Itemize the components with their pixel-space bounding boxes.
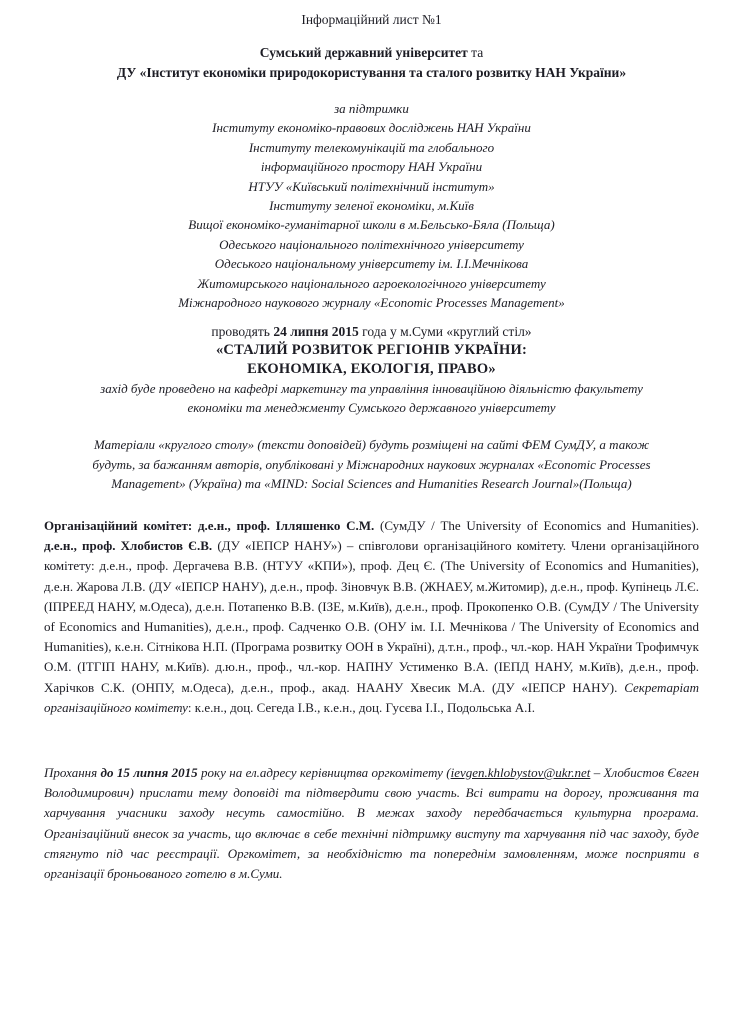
support-item: Житомирського національного агроекологічного університету: [197, 275, 546, 291]
request-text-2: –: [590, 765, 604, 780]
request-contact-name: Хлобистов Євген Володимирович: [44, 765, 700, 801]
organizers-block: [40, 43, 703, 82]
support-item: Інституту зеленої економіки, м.Київ: [269, 198, 474, 214]
event-title-line-1: «СТАЛИЙ РОЗВИТОК РЕГІОНІВ УКРАЇНИ:: [215, 342, 528, 358]
request-pre: Прохання: [44, 765, 101, 780]
letter-number: Інформаційний лист №1: [301, 12, 442, 27]
support-item: Одеського національному університету ім. І.І.Мечнікова: [214, 256, 529, 272]
event-date: 24 липня 2015: [273, 324, 359, 339]
request-text-3: ) прислати тему доповіді та підтвердити свою участь. Всі витрати на дорогу, проживання та харчування учасники заходу несуть самостійно. В межах заходу передбачається культурна програма. Організаційний внесок за участь, що включає в себе технічні підтримку виступу та харчування під час заходу, буде стягнуто під час реєстрації. Оргкомітет, за необхідністю та попереднім замовленням, може посприяти в організації броньованого готелю в м.Суми.: [44, 785, 699, 882]
secretariat-label: Секретаріат організаційного комітету: [44, 679, 699, 715]
committee-cochair: д.е.н., проф. Хлобистов Є.В.: [44, 538, 213, 554]
organizing-committee-paragraph: [44, 516, 699, 718]
request-paragraph: [44, 763, 699, 884]
committee-text-2: (ДУ «ІЕПСР НАНУ») – співголови організаційного комітету. Члени організаційного комітету: д.е.н., проф. Дергачева В.В. (НТУУ «КПИ»), проф. Дец Є. (The University of Economics and Humanities), д.е.н. Жарова Л.В. (ДУ «ІЕПСР НАНУ), д.е.н., проф. Зіновчук В.В. (ЖНАЕУ, м.Житомир), д.е.н., проф. Купінець Л.Є. (ІПРЕЕД НАНУ, м.Одеса), д.е.н. Потапенко В.В. (ІЗЕ, м.Київ), д.е.н., проф. Прокопенко О.В. (СумДУ / The University of Economics and Humanities), д.е.н., проф. Садченко О.В. (ОНУ ім. І.І. Мечнікова / The University of Economics and Humanities), к.е.н. Сітнікова Н.П. (Програма розвитку ООН в Україні), д.т.н., проф., чл.-кор. НАН України Трофимчук О.М. (ІТГІП НАНУ, м.Київ). д.ю.н., проф., чл.-кор. НАПНУ Устименко В.А. (ІЕПД НАНУ, м.Київ), д.е.н., проф. Харічков С.К. (ОНПУ, м.Одеса), д.е.н., проф., акад. НААНУ Хвесик М.А. (ДУ «ІЕПСР НАНУ).: [44, 538, 699, 695]
event-post: года у м.Суми «круглий стіл»: [358, 324, 532, 339]
request-text-1: року на ел.адресу керівництва оргкомітету (: [197, 765, 451, 780]
support-intro: за підтримки: [334, 101, 409, 116]
committee-label: Організаційний комітет: д.е.н., проф. Ілляшенко С.М.: [44, 518, 375, 533]
event-pre: проводять: [211, 324, 274, 339]
materials-line: Матеріали «круглого столу» (тексти доповідей) будуть розміщені на сайті ФЕМ СумДУ, а також: [93, 437, 650, 452]
event-announcement: [30, 322, 713, 341]
support-item: Одеського національного політехнічного університету: [219, 236, 524, 252]
materials-line: будуть, за бажанням авторів, опубліковані у Міжнародних наукових журналах «Economic Processes: [92, 456, 651, 472]
secretariat-text: : к.е.н., доц. Сегеда І.В., к.е.н., доц. Гусєва І.І., Подольська А.І.: [187, 699, 535, 715]
event-block: [30, 322, 713, 417]
support-item: Інституту економіко-правових досліджень НАН України: [212, 120, 531, 136]
request-deadline: до 15 липня 2015: [100, 765, 198, 780]
support-item: Міжнародного наукового журналу «Economic Processes Management»: [178, 295, 565, 311]
support-block: [40, 99, 703, 312]
event-title-line-2: ЕКОНОМІКА, ЕКОЛОГІЯ, ПРАВО»: [247, 361, 496, 377]
contact-email-link[interactable]: ievgen.khlobystov@ukr.net: [450, 765, 591, 780]
event-venue-line-2: економіки та менеджменту Сумського державного університету: [187, 400, 556, 415]
organizer-conjunction: та: [467, 45, 484, 60]
organizer-line-2: ДУ «Інститут економіки природокористування та сталого розвитку НАН України»: [116, 64, 627, 80]
event-venue-line-1: захід буде проведено на кафедрі маркетингу та управління інноваційною діяльністю факультету: [100, 381, 643, 396]
support-item: НТУУ «Київський політехнічний інститут»: [248, 178, 495, 194]
organizer-line-1: [40, 43, 703, 63]
committee-text-1: (СумДУ / The University of Economics and Humanities).: [374, 518, 699, 533]
materials-paragraph: [42, 435, 701, 494]
support-item: Інституту телекомунікацій та глобального: [248, 139, 495, 155]
materials-line: Management» (Україна) та «MIND: Social Sciences and Humanities Research Journal»(Польща): [111, 476, 632, 491]
support-item: Вищої економіко-гуманітарної школи в м.Бельсько-Бяла (Польща): [188, 217, 555, 233]
organizer-sumdu: Сумський державний університет: [259, 45, 468, 60]
support-item: інформаційного простору НАН України: [260, 159, 483, 175]
